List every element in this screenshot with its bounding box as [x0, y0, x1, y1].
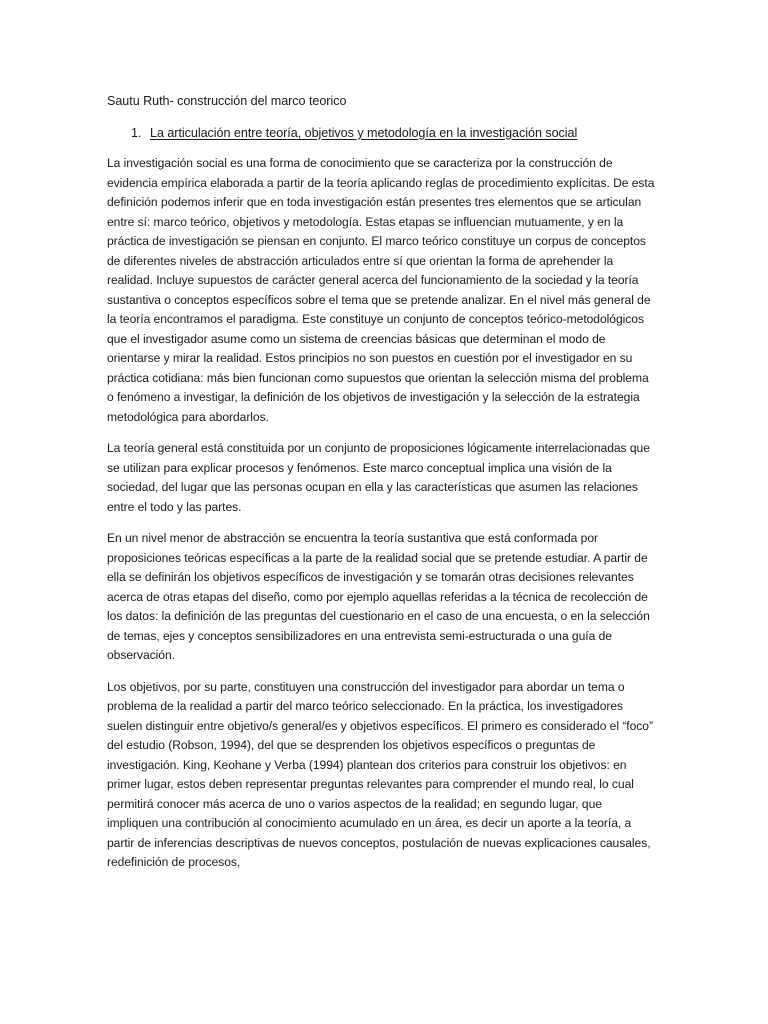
section-heading — [107, 124, 655, 144]
paragraph-objetivos: Los objetivos, por su parte, constituyen una construcción del investigador para abordar un tema o problema de la realidad a partir del marco teórico seleccionado. En la práctica, los investigadores suelen distinguir entre objetivo/s general/es y objetivos específicos. El primero es considerado el “foco” del estudio (Robson, 1994), del que se desprenden los objetivos específicos o preguntas de investigación. King, Keohane y Verba (1994) plantean dos criterios para construir los objetivos: en primer lugar, estos deben representar preguntas relevantes para comprender el mundo real, lo cual permitirá conocer más acerca de uno o varios aspectos de la realidad; en segundo lugar, que impliquen una contribución al conocimiento acumulado en un área, es decir un aporte a la teoría, a partir de inferencias descriptivas de nuevos conceptos, postulación de nuevas explicaciones causales, redefinición de procesos, — [107, 679, 653, 869]
section-title: La articulación entre teoría, objetivos y metodología en la investigación social — [150, 125, 578, 140]
document-title: Sautu Ruth- construcción del marco teorico — [107, 94, 347, 108]
paragraph-teoria-sustantiva: En un nivel menor de abstracción se encuentra la teoría sustantiva que está conformada por proposiciones teóricas específicas a la parte de la realidad social que se pretende estudiar. A partir de ella se definirán los objetivos específicos de investigación y se tomarán otras decisiones relevantes acerca de otras etapas del diseño, como por ejemplo aquellas referidas a la técnica de recolección de los datos: la definición de las preguntas del cuestionario en el caso de una encuesta, o en la selección de temas, ejes y conceptos sensibilizadores en una entrevista semi-estructurada o una guía de observación. — [107, 531, 650, 662]
paragraph-teoria-general: La teoría general está constituida por un conjunto de proposiciones lógicamente interrelacionadas que se utilizan para explicar procesos y fenómenos. Este marco conceptual implica una visión de la sociedad, del lugar que las personas ocupan en ella y las características que asumen las relaciones entre el todo y las partes. — [107, 441, 650, 514]
section-number: 1. — [131, 125, 142, 140]
document-page — [107, 92, 655, 885]
paragraph-investigacion-social: La investigación social es una forma de conocimiento que se caracteriza por la construcción de evidencia empírica elaborada a partir de la teoría aplicando reglas de procedimiento explícitas. De esta definición podemos inferir que en toda investigación están presentes tres elementos que se articulan entre sí: marco teórico, objetivos y metodología. Estas etapas se influencian mutuamente, y en la práctica de investigación se piensan en conjunto. El marco teórico constituye un corpus de conceptos de diferentes niveles de abstracción articulados entre sí que orientan la forma de aprehender la realidad. Incluye supuestos de carácter general acerca del funcionamiento de la sociedad y la teoría sustantiva o conceptos específicos sobre el tema que se pretende analizar. En el nivel más general de la teoría encontramos el paradigma. Este constituye un conjunto de conceptos teórico-metodológicos que el investigador asume como un sistema de creencias básicas que determinan el modo de orientarse y mirar la realidad. Estos principios no son puestos en cuestión por el investigador en su práctica cotidiana: más bien funcionan como supuestos que orientan la selección misma del problema o fenómeno a investigar, la definición de los objetivos de investigación y la selección de la estrategia metodológica para abordarlos. — [107, 156, 655, 424]
